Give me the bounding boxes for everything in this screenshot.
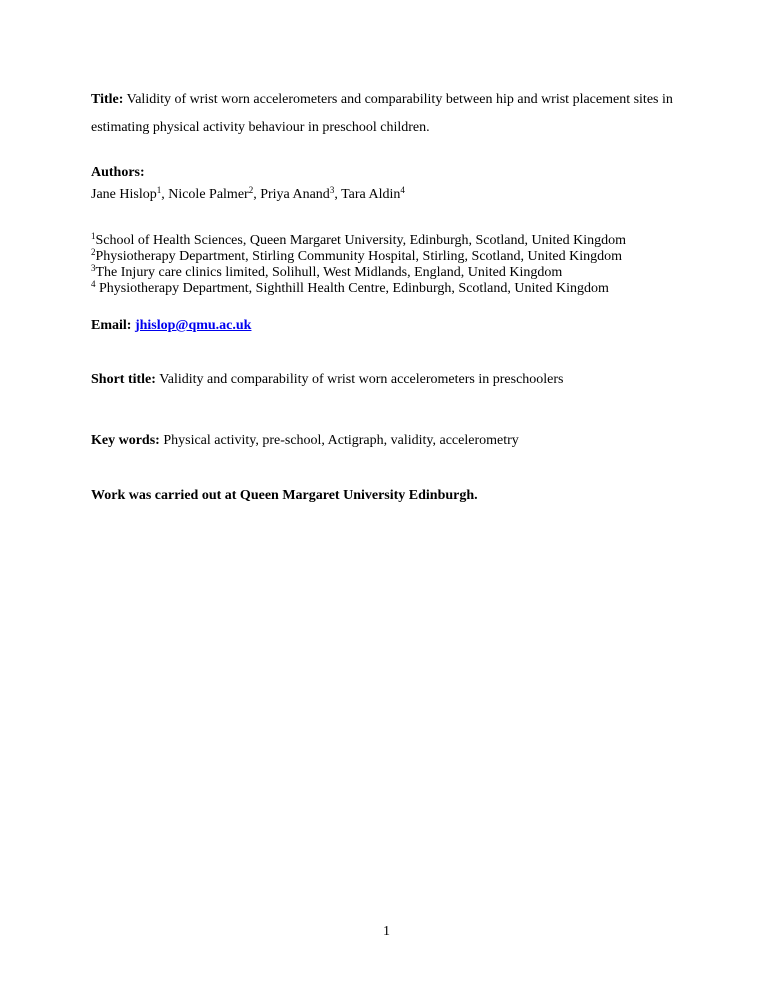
authors-heading-section — [91, 159, 691, 187]
affiliation-superscript: 2 — [91, 247, 96, 257]
title-section — [91, 86, 691, 142]
short-title-section — [91, 366, 691, 394]
affiliation-text: The Injury care clinics limited, Solihull, West Midlands, England, United Kingdom — [95, 265, 563, 280]
author-name: Tara Aldin — [341, 187, 401, 202]
authors-label: Authors: — [91, 165, 145, 180]
affiliation-item — [91, 249, 691, 265]
affiliation-superscript: 1 — [91, 231, 96, 241]
affiliation-text: Physiotherapy Department, Sighthill Health Centre, Edinburgh, Scotland, United Kingdom — [95, 281, 609, 296]
affiliation-text: Physiotherapy Department, Stirling Community Hospital, Stirling, Scotland, United Kingdom — [95, 249, 623, 264]
author-name: Jane Hislop — [91, 187, 157, 202]
affiliation-item — [91, 233, 691, 249]
keywords-text: Physical activity, pre-school, Actigraph, validity, accelerometry — [163, 433, 519, 448]
email-section — [91, 312, 691, 340]
affiliation-item — [91, 265, 691, 281]
author-superscript: 2 — [248, 185, 254, 195]
author-name: Nicole Palmer — [168, 187, 249, 202]
work-location-text: Work was carried out at Queen Margaret University Edinburgh. — [91, 488, 478, 503]
keywords-label: Key words: — [91, 433, 160, 448]
email-label: Email: — [91, 318, 132, 333]
email-link[interactable]: jhislop@qmu.ac.uk — [134, 318, 252, 333]
affiliation-superscript: 3 — [91, 263, 96, 273]
author-superscript: 1 — [156, 185, 162, 195]
author-superscript: 4 — [400, 185, 405, 195]
keywords-section — [91, 427, 691, 455]
author-separator: , — [161, 187, 169, 202]
short-title-label: Short title: — [91, 372, 156, 387]
author-separator: , — [253, 187, 261, 202]
title-label: Title: — [91, 92, 124, 107]
work-location-section — [91, 482, 691, 510]
affiliations-list — [91, 233, 691, 297]
title-text: Validity of wrist worn accelerometers and comparability between hip and wrist placement sites in estimating physical activity behaviour in preschool children. — [91, 92, 673, 135]
page-number: 1 — [383, 924, 390, 939]
affiliation-item — [91, 281, 691, 297]
authors-list — [91, 184, 691, 206]
affiliation-superscript: 4 — [91, 279, 96, 289]
author-superscript: 3 — [329, 185, 335, 195]
affiliation-text: School of Health Sciences, Queen Margaret University, Edinburgh, Scotland, United Kingdom — [95, 233, 626, 248]
author-name: Priya Anand — [260, 187, 330, 202]
short-title-text: Validity and comparability of wrist worn accelerometers in preschoolers — [159, 372, 564, 387]
author-separator: , — [334, 187, 342, 202]
